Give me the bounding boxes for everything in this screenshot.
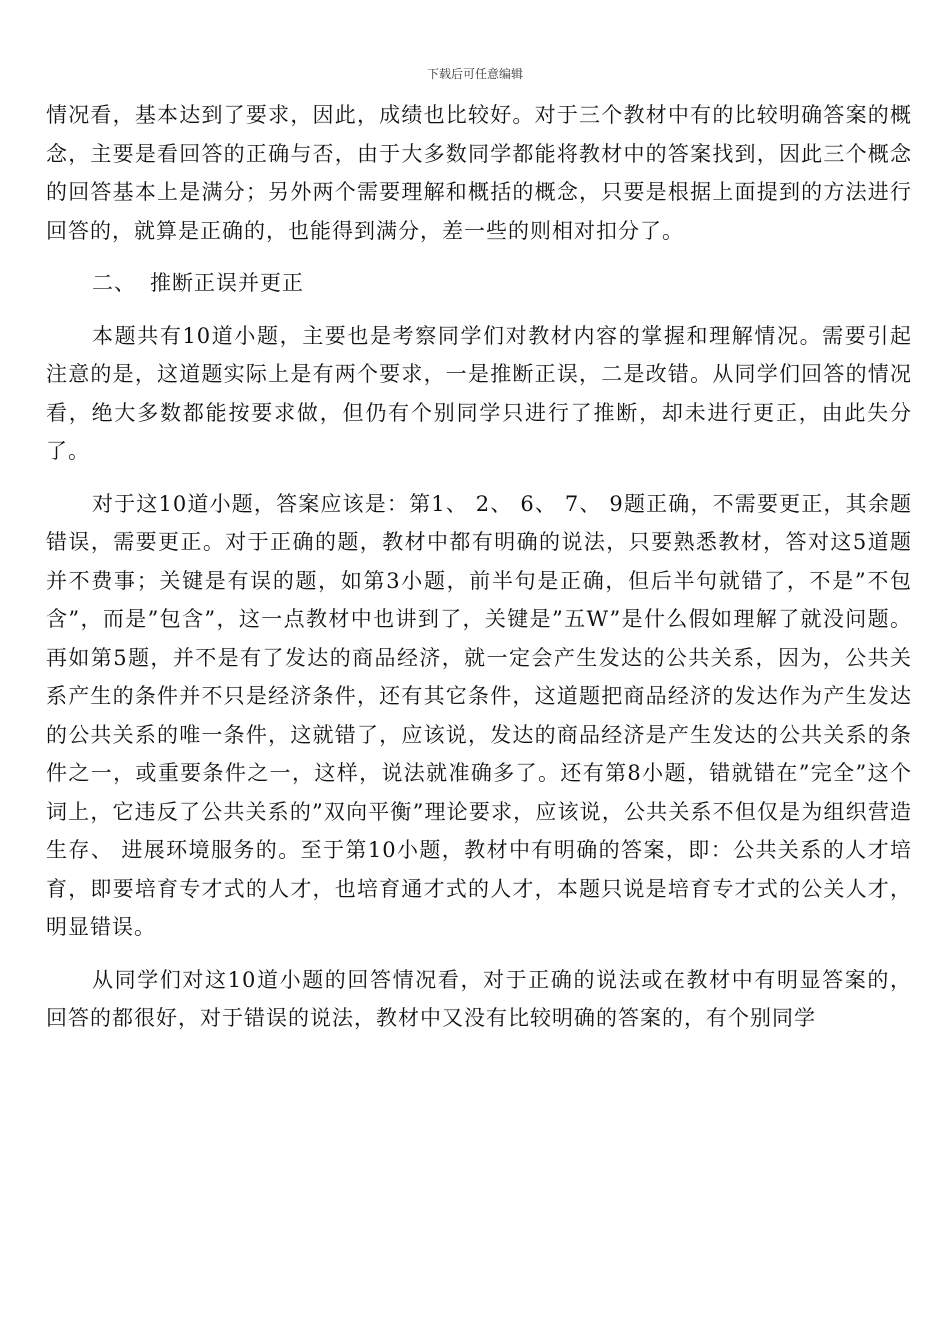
section-title: 推断正误并更正 (150, 271, 304, 295)
document-body (46, 96, 912, 1038)
paragraph-spacer (46, 303, 912, 317)
paragraph-spacer (46, 947, 912, 961)
section-heading (46, 264, 912, 303)
section-number: 二、 (92, 271, 136, 295)
paragraph-spacer (46, 471, 912, 485)
paragraph-continued: 情况看，基本达到了要求，因此，成绩也比较好。对于三个教材中有的比较明确答案的概念，主要是看回答的正确与否，由于大多数同学都能将教材中的答案找到，因此三个概念的回答基本上是满分；另外两个需要理解和概括的概念，只要是根据上面提到的方法进行回答的，就算是正确的，也能得到满分，差一些的则相对扣分了。 (46, 103, 912, 243)
paragraph-intro: 本题共有10道小题，主要也是考察同学们对教材内容的掌握和理解情况。需要引起注意的是，这道题实际上是有两个要求，一是推断正误，二是改错。从同学们回答的情况看，绝大多数都能按要求做，但仍有个别同学只进行了推断，却未进行更正，由此失分了。 (46, 323, 912, 463)
paragraph-answers: 对于这10道小题，答案应该是：第1、 2、 6、 7、 9题正确，不需要更正，其余题错误，需要更正。对于正确的题，教材中都有明确的说法，只要熟悉教材，答对这5道题并不费事；关键是有误的题，如第3小题，前半句是正确，但后半句就错了，不是”不包含”，而是”包含”，这一点教材中也讲到了，关键是”五W”是什么假如理解了就没问题。再如第5题，并不是有了发达的商品经济，就一定会产生发达的公共关系，因为，公共关系产生的条件并不只是经济条件，还有其它条件，这道题把商品经济的发达作为产生发达的公共关系的唯一条件，这就错了，应该说，发达的商品经济是产生发达的公共关系的条件之一，或重要条件之一，这样，说法就准确多了。还有第8小题，错就错在”完全”这个词上，它违反了公共关系的”双向平衡”理论要求，应该说，公共关系不但仅是为组织营造生存、 进展环境服务的。至于第10小题，教材中有明确的答案，即：公共关系的人才培育，即要培育专才式的人才，也培育通才式的人才，本题只说是培育专才式的公关人才，明显错误。 (46, 491, 912, 939)
paragraph-summary: 从同学们对这10道小题的回答情况看，对于正确的说法或在教材中有明显答案的，回答的都很好，对于错误的说法，教材中又没有比较明确的答案的，有个别同学 (46, 967, 912, 1030)
header-note: 下载后可任意编辑 (426, 67, 523, 81)
paragraph-spacer (46, 250, 912, 264)
